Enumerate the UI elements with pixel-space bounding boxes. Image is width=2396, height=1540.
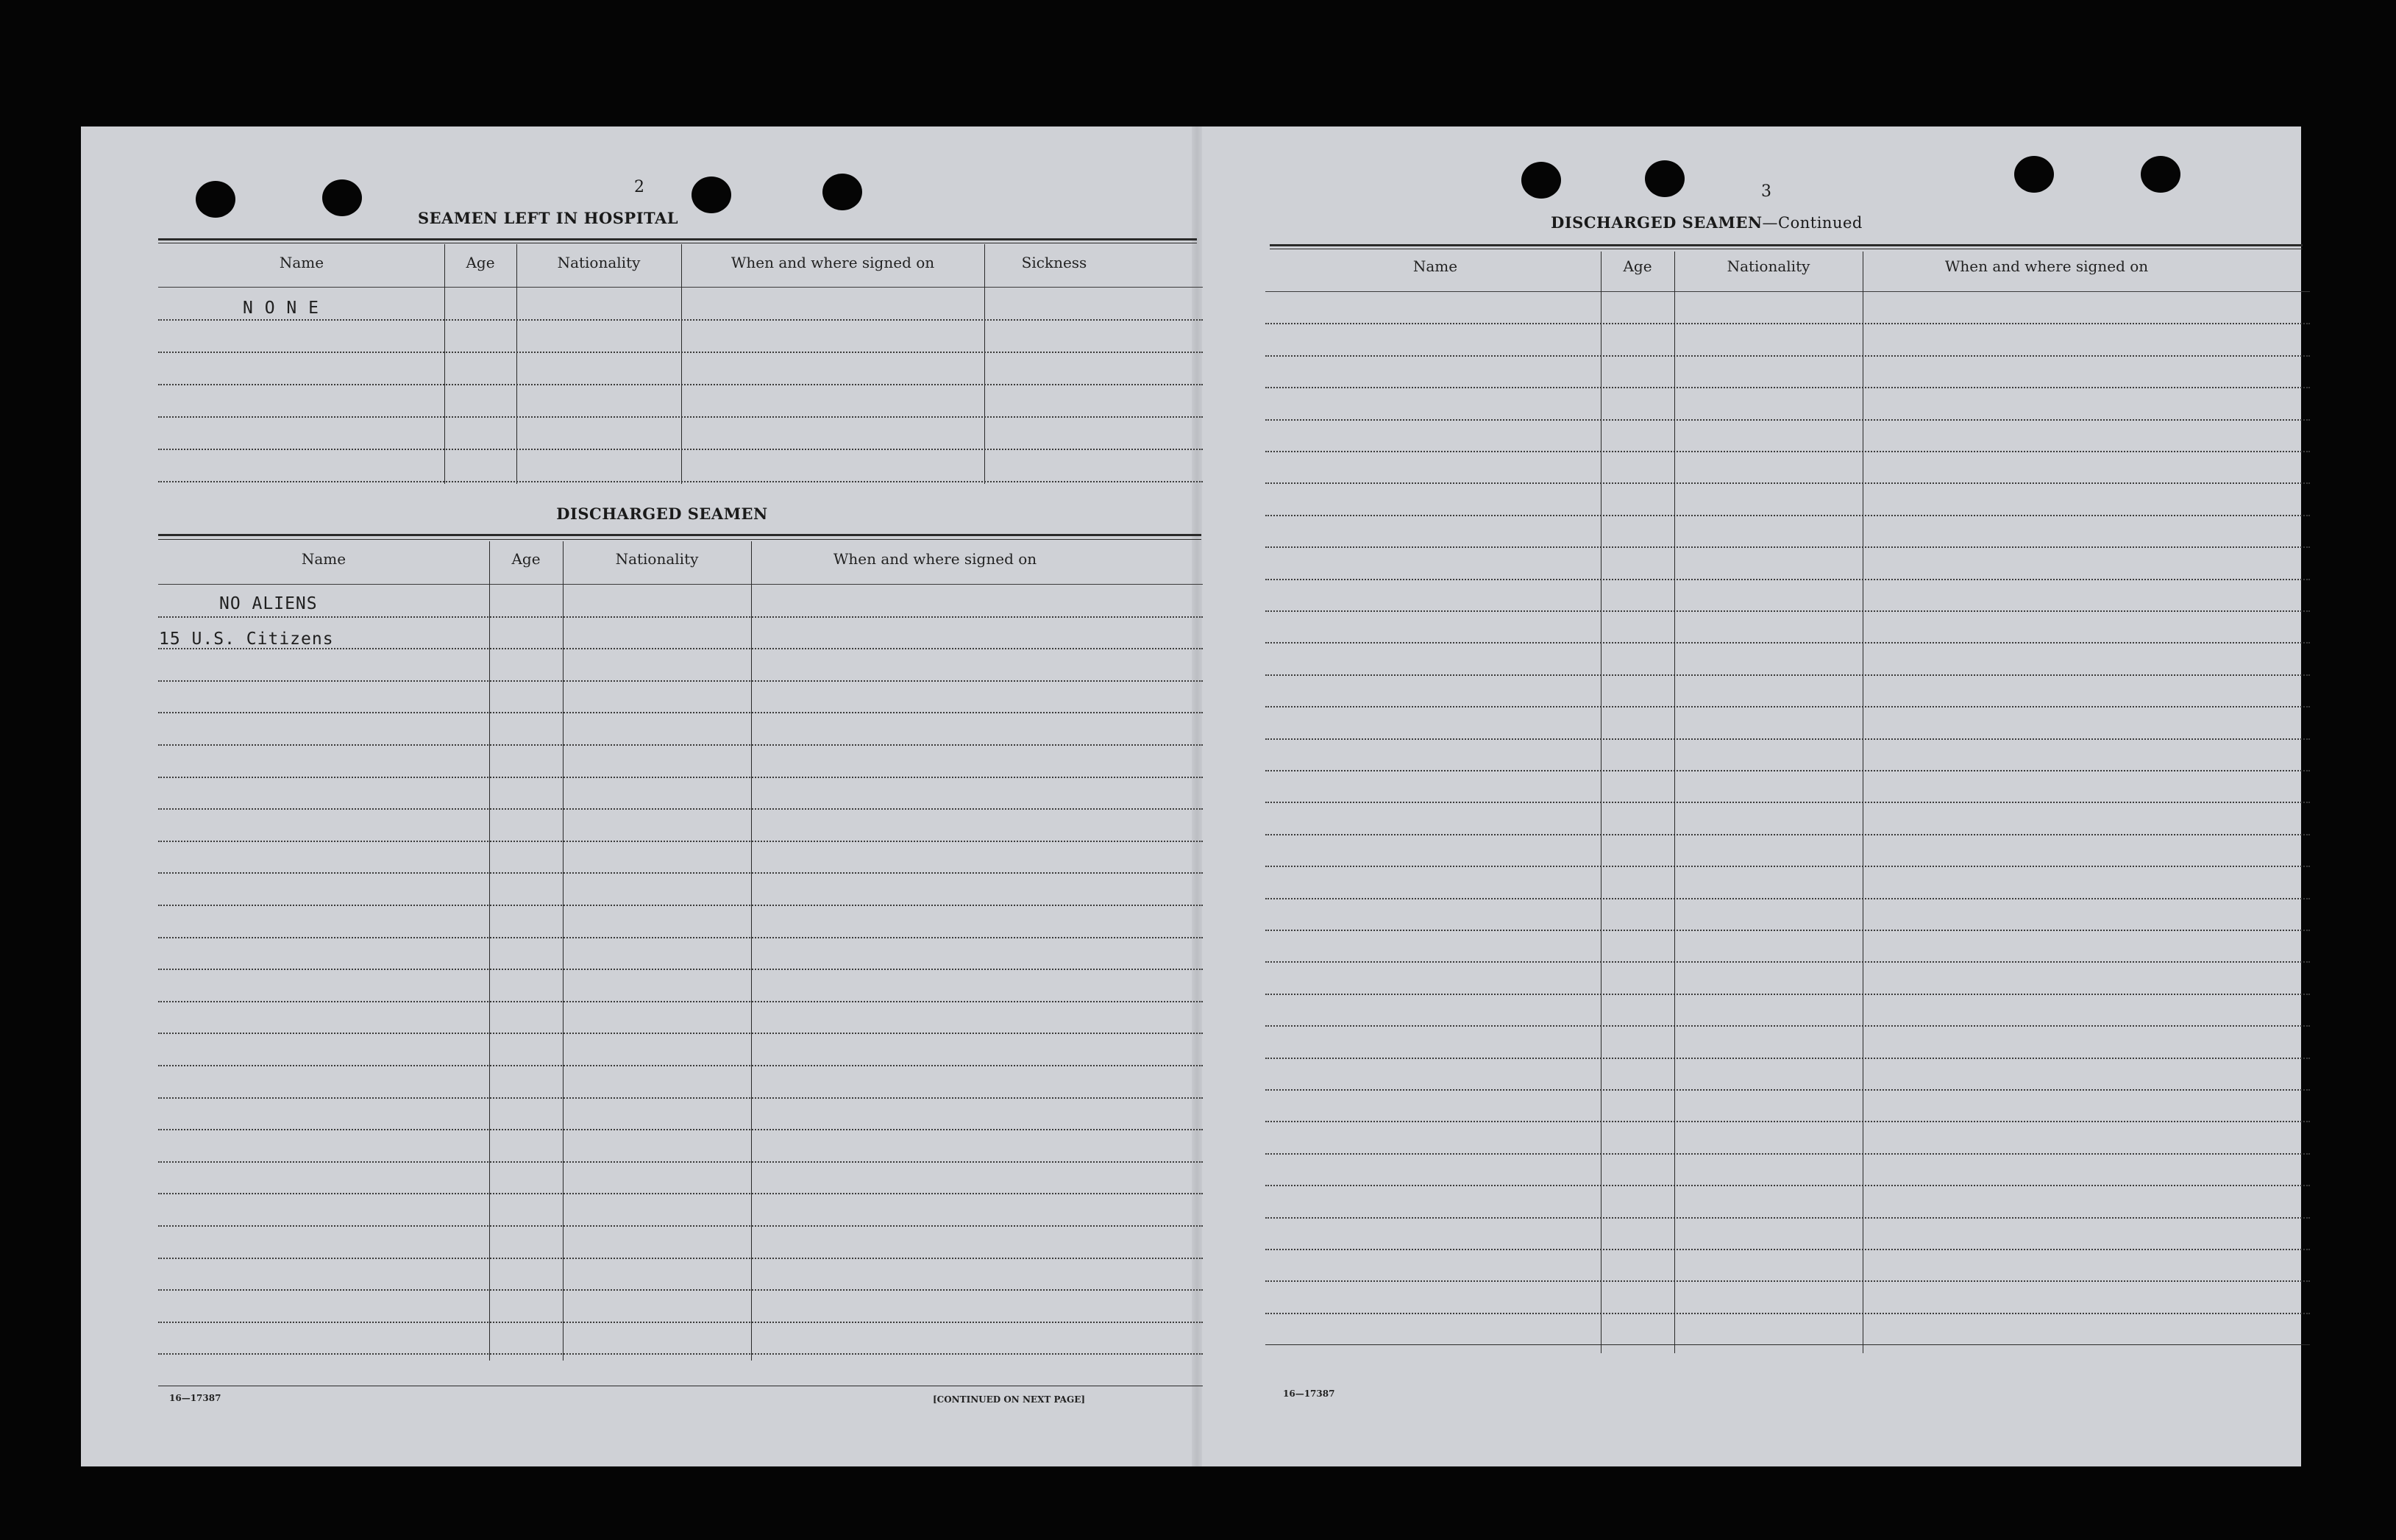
table-row-line — [158, 680, 1203, 682]
table-row-line — [1265, 579, 2310, 580]
table-row-line — [158, 1225, 1203, 1227]
header-rule — [1265, 291, 2310, 292]
table-row-line — [158, 1193, 1203, 1194]
table-row-line — [1265, 706, 2310, 707]
page-number-left: 2 — [634, 178, 644, 196]
table-row-line — [1265, 898, 2310, 899]
table-row-line — [158, 937, 1203, 938]
column-divider — [489, 541, 490, 1361]
table-row-line — [1265, 961, 2310, 963]
hospital-entry: N O N E — [243, 299, 319, 318]
page-number-right: 3 — [1761, 182, 1771, 201]
column-header-name: Name — [301, 550, 346, 568]
column-divider — [681, 244, 682, 484]
table-row-line — [158, 1065, 1203, 1066]
column-header-age: Age — [511, 550, 541, 568]
table-row-line — [158, 1129, 1203, 1130]
punch-hole — [196, 181, 235, 218]
table-row-line — [1265, 1249, 2310, 1250]
table-row-line — [158, 319, 1203, 321]
column-divider — [984, 244, 985, 484]
continued-note: [CONTINUED ON NEXT PAGE] — [933, 1394, 1086, 1405]
punch-hole — [822, 174, 862, 210]
table-row-line — [158, 969, 1203, 970]
form-number-left: 16—17387 — [169, 1393, 221, 1403]
table-row-line — [158, 449, 1203, 450]
column-divider — [1601, 252, 1602, 1353]
punch-hole — [2141, 156, 2180, 193]
table-row-line — [158, 1001, 1203, 1002]
table-row-line — [1265, 387, 2310, 388]
table-row-line — [1265, 770, 2310, 771]
title-suffix: —Continued — [1762, 214, 1863, 232]
column-header-age: Age — [466, 254, 495, 271]
table-row-line — [158, 616, 1203, 618]
table-row-line — [158, 1258, 1203, 1259]
table-top-rule — [1270, 244, 2303, 246]
table-row-line — [1265, 834, 2310, 835]
table-row-line — [1265, 355, 2310, 357]
table-row-line — [1265, 482, 2310, 484]
table-row-line — [1265, 674, 2310, 676]
table-row-line — [158, 712, 1203, 713]
table-row-line — [158, 872, 1203, 874]
table-row-line — [158, 1097, 1203, 1099]
table-bottom-rule — [1265, 1344, 2310, 1345]
table-row-line — [1265, 1089, 2310, 1091]
table-row-line — [158, 744, 1203, 746]
title-main: DISCHARGED SEAMEN — [1551, 213, 1763, 232]
column-header-signed-on: When and where signed on — [833, 550, 1037, 568]
punch-hole — [322, 179, 362, 216]
table-row-line — [1265, 546, 2310, 548]
table-row-line — [1265, 994, 2310, 995]
column-divider — [563, 541, 564, 1361]
table-row-line — [1265, 451, 2310, 452]
table-row-line — [1265, 1121, 2310, 1122]
table-row-line — [1265, 610, 2310, 612]
column-header-name: Name — [279, 254, 324, 271]
header-rule — [158, 287, 1203, 288]
table-row-line — [1265, 866, 2310, 867]
punch-hole — [1645, 160, 1685, 197]
table-row-line — [1265, 1217, 2310, 1219]
table-row-line — [1265, 323, 2310, 324]
column-header-nationality: Nationality — [615, 550, 699, 568]
table-top-rule — [158, 238, 1197, 240]
table-row-line — [1265, 1153, 2310, 1155]
table-row-line — [1265, 642, 2310, 644]
table-row-line — [1265, 930, 2310, 931]
table-row-line — [158, 352, 1203, 353]
column-header-nationality: Nationality — [1727, 257, 1810, 275]
discharged-entry: 15 U.S. Citizens — [159, 630, 334, 649]
table-row-line — [1265, 1058, 2310, 1059]
hospital-section-title: SEAMEN LEFT IN HOSPITAL — [417, 209, 679, 227]
column-divider — [751, 541, 752, 1361]
table-row-line — [1265, 802, 2310, 803]
table-row-line — [1265, 738, 2310, 740]
table-top-rule — [158, 534, 1201, 536]
document-sheet — [81, 126, 2301, 1466]
table-row-line — [158, 384, 1203, 385]
table-row-line — [158, 1289, 1203, 1291]
table-row-line — [1265, 515, 2310, 516]
table-row-line — [158, 905, 1203, 906]
table-row-line — [158, 1322, 1203, 1323]
table-row-line — [158, 416, 1203, 418]
table-row-line — [1265, 1280, 2310, 1282]
discharged-entry: NO ALIENS — [219, 594, 318, 613]
column-header-sickness: Sickness — [1021, 254, 1087, 271]
table-row-line — [158, 841, 1203, 842]
table-row-line — [1265, 419, 2310, 421]
column-header-name: Name — [1412, 257, 1458, 275]
column-header-signed-on: When and where signed on — [1944, 257, 2149, 275]
table-row-line — [158, 1161, 1203, 1163]
table-row-line — [1265, 1025, 2310, 1027]
header-rule — [158, 584, 1203, 585]
table-row-line — [158, 1033, 1203, 1034]
column-divider — [516, 244, 517, 484]
punch-hole — [1521, 162, 1561, 199]
column-divider — [444, 244, 445, 484]
discharged-continued-title — [1523, 213, 1891, 232]
table-row-line — [1265, 1313, 2310, 1314]
column-header-nationality: Nationality — [557, 254, 641, 271]
column-header-signed-on: When and where signed on — [730, 254, 935, 271]
table-row-line — [158, 481, 1203, 482]
table-row-line — [158, 777, 1203, 778]
table-top-rule — [158, 539, 1201, 540]
discharged-section-title: DISCHARGED SEAMEN — [556, 505, 768, 523]
punch-hole — [2014, 156, 2054, 193]
column-divider — [1674, 252, 1675, 1353]
table-row-line — [1265, 1185, 2310, 1186]
form-number-right: 16—17387 — [1283, 1389, 1335, 1399]
column-header-age: Age — [1623, 257, 1652, 275]
table-row-line — [158, 1353, 1203, 1355]
punch-hole — [692, 177, 731, 213]
table-row-line — [158, 808, 1203, 810]
